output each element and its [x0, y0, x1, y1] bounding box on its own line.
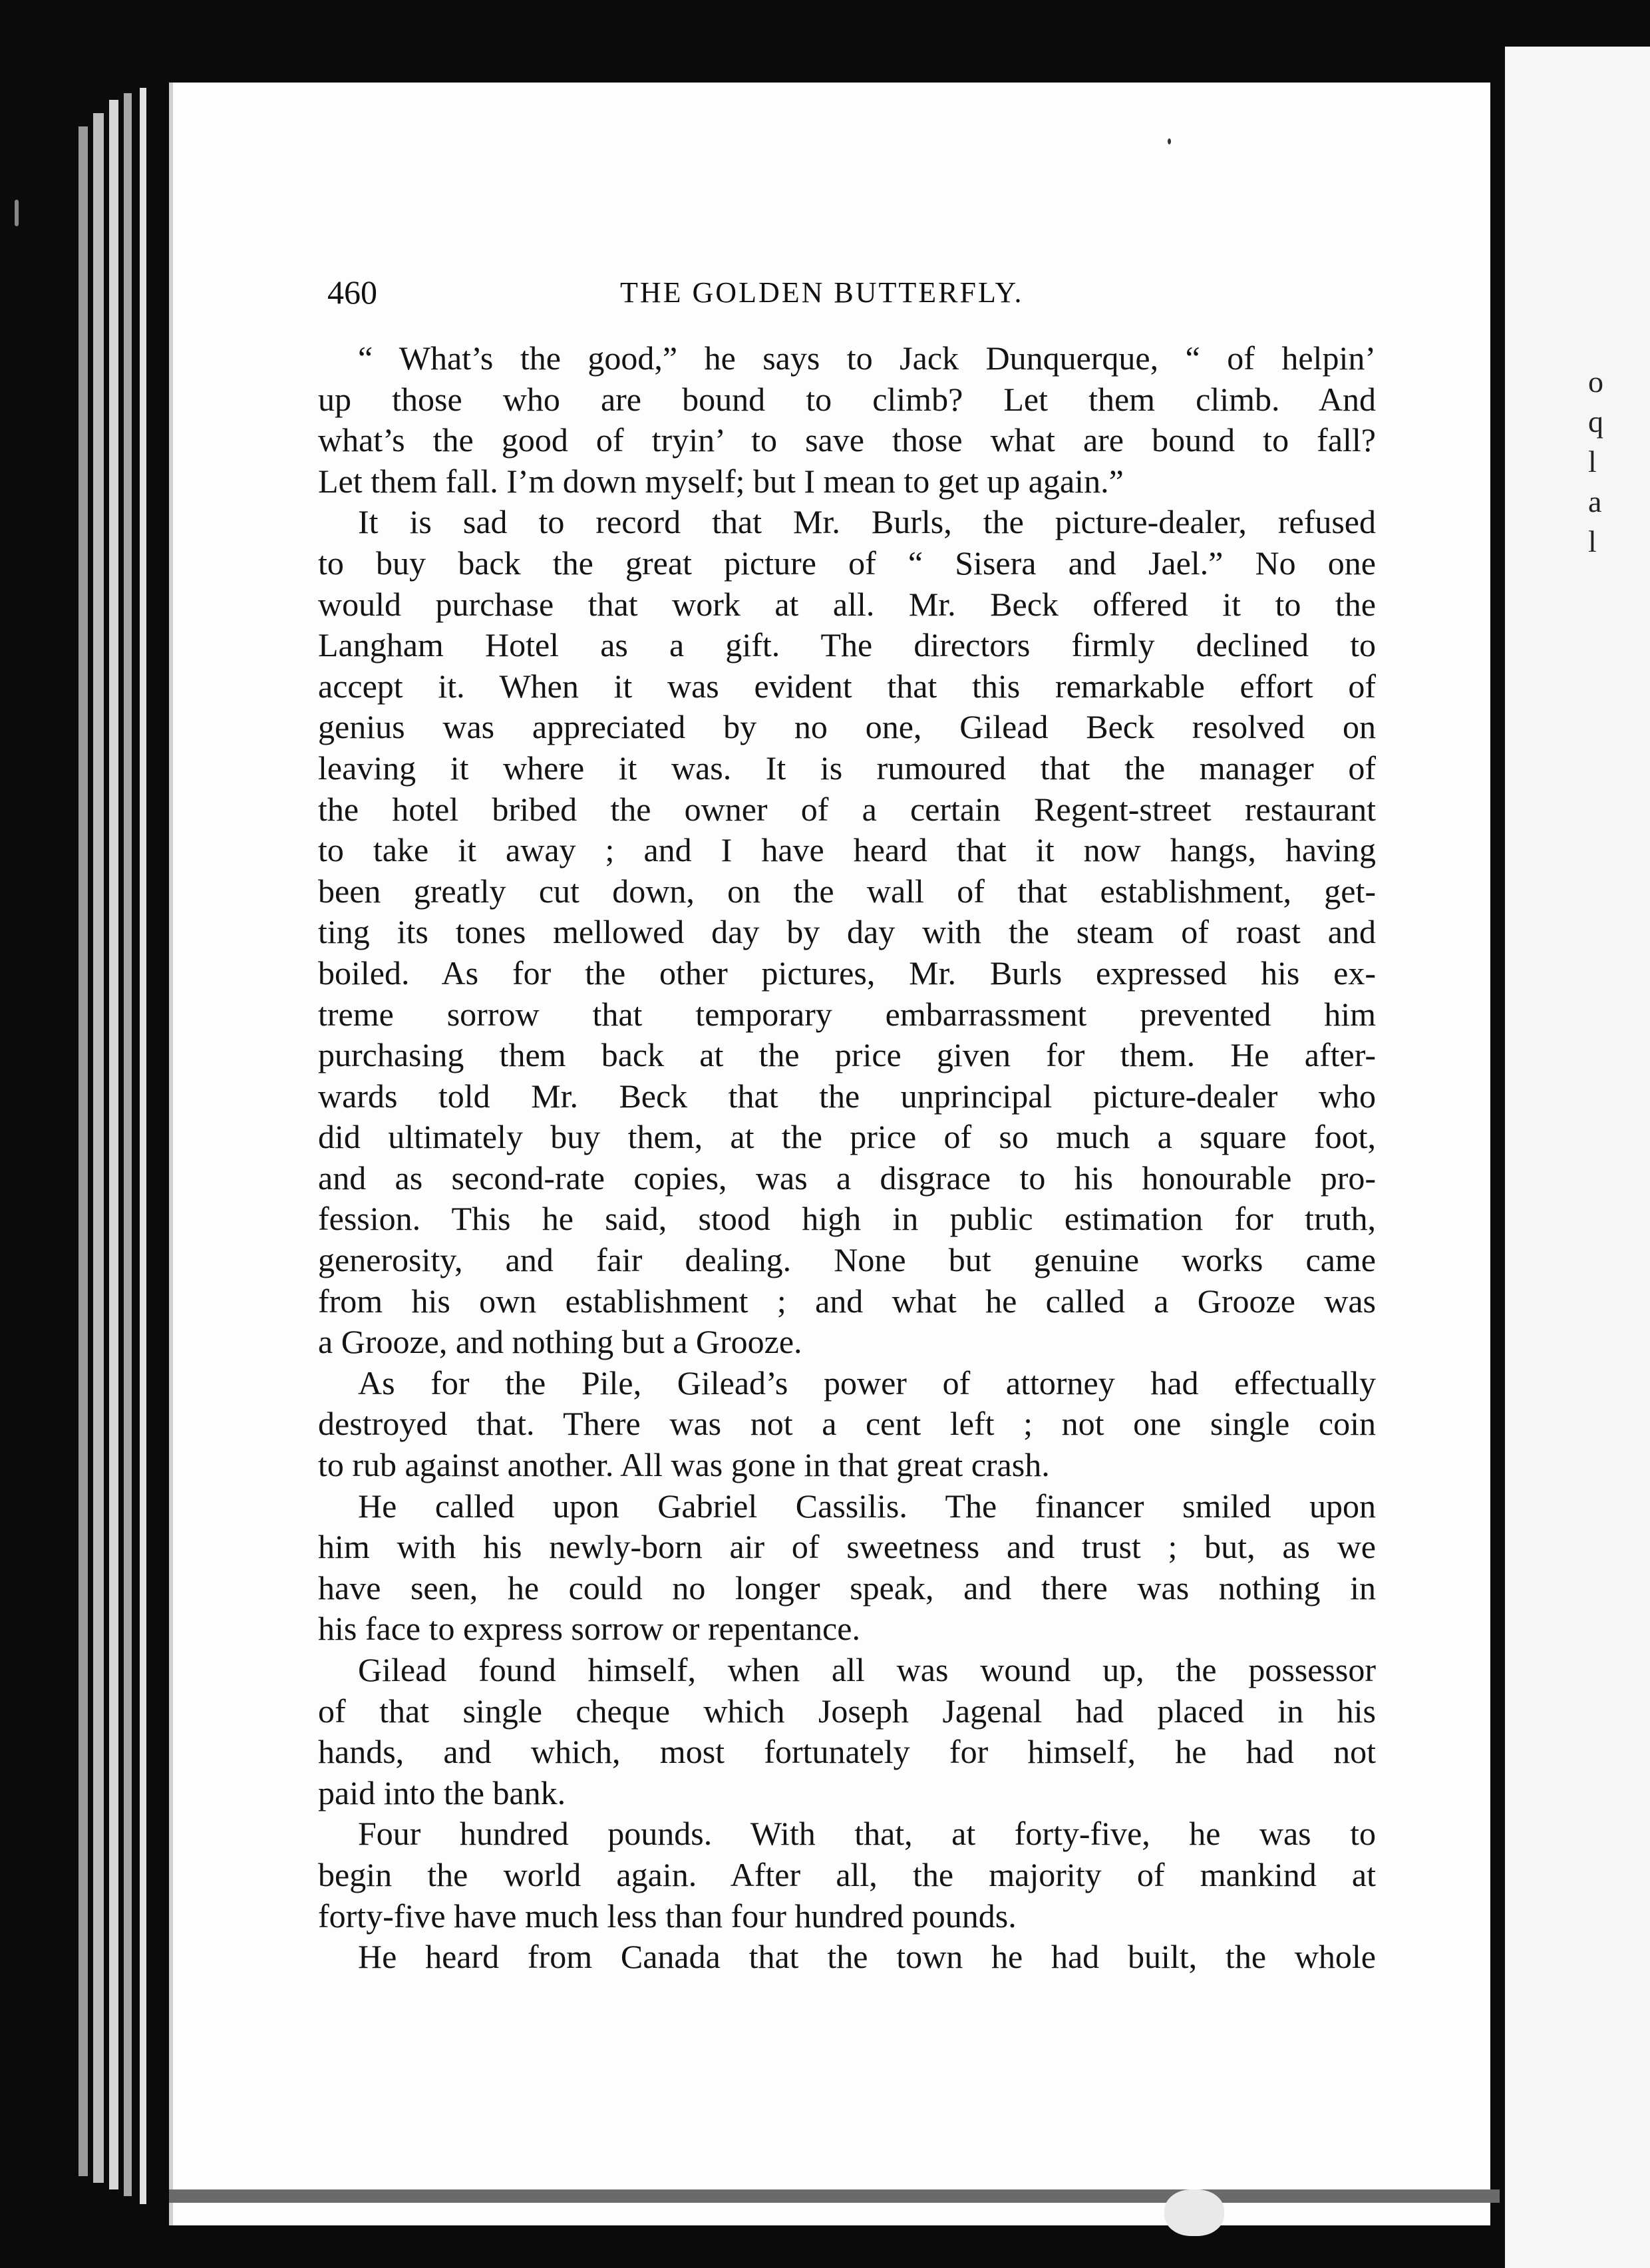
- paper-speck: [15, 200, 19, 226]
- page-edge: [93, 113, 104, 2183]
- text-line: generosity, and fair dealing. None but genuine works came: [318, 1241, 1376, 1279]
- facing-page-fragment: a: [1588, 484, 1602, 518]
- text-line: genius was appreciated by no one, Gilead Beck resolved on: [318, 708, 1376, 746]
- page-number: 460: [327, 274, 377, 311]
- text-line: fession. This he said, stood high in public estimation for truth,: [318, 1200, 1376, 1238]
- text-line: accept it. When it was evident that this remarkable effort of: [318, 667, 1376, 705]
- text-line: begin the world again. After all, the majority of mankind at: [318, 1855, 1376, 1893]
- text-line: He heard from Canada that the town he had built, the whole: [358, 1938, 1376, 1976]
- text-line: to take it away ; and I have heard that it now hangs, having: [318, 831, 1376, 869]
- text-line: from his own establishment ; and what he called a Grooze was: [318, 1282, 1376, 1320]
- page-edge: [109, 100, 118, 2189]
- text-line: destroyed that. There was not a cent left ; not one single coin: [318, 1405, 1376, 1443]
- text-line: forty-five have much less than four hundred pounds.: [318, 1897, 1017, 1935]
- text-line: him with his newly-born air of sweetness and trust ; but, as we: [318, 1528, 1376, 1566]
- text-line: did ultimately buy them, at the price of so much a square foot,: [318, 1118, 1376, 1156]
- text-line: leaving it where it was. It is rumoured that the manager of: [318, 749, 1376, 787]
- text-line: would purchase that work at all. Mr. Beck offered it to the: [318, 585, 1376, 623]
- facing-page-fragment: l: [1588, 445, 1597, 478]
- running-title: THE GOLDEN BUTTERFLY.: [620, 276, 1024, 309]
- text-line: of that single cheque which Joseph Jagenal had placed in his: [318, 1692, 1376, 1730]
- text-line: and as second-rate copies, was a disgrace to his honourable pro-: [318, 1159, 1376, 1197]
- page-edge: [124, 93, 132, 2196]
- text-line: As for the Pile, Gilead’s power of attorney had effectually: [358, 1364, 1376, 1402]
- text-line: the hotel bribed the owner of a certain Regent-street restaurant: [318, 790, 1376, 828]
- text-line: Langham Hotel as a gift. The directors firmly declined to: [318, 626, 1376, 664]
- page-edge: [140, 88, 146, 2204]
- page-edge: [79, 126, 88, 2176]
- paper-speck: [1168, 138, 1171, 144]
- text-line: have seen, he could no longer speak, and there was nothing in: [318, 1569, 1376, 1606]
- text-line: Four hundred pounds. With that, at forty-five, he was to: [358, 1815, 1376, 1853]
- text-line: been greatly cut down, on the wall of that establishment, get-: [318, 872, 1376, 910]
- text-line: paid into the bank.: [318, 1774, 566, 1811]
- text-line: boiled. As for the other pictures, Mr. Burls expressed his ex-: [318, 954, 1376, 992]
- text-line: “ What’s the good,” he says to Jack Dunquerque, “ of helpin’: [358, 339, 1376, 377]
- facing-page-fragment: l: [1588, 524, 1597, 558]
- text-line: purchasing them back at the price given for them. He after-: [318, 1036, 1376, 1074]
- text-line: ting its tones mellowed day by day with the steam of roast and: [318, 913, 1376, 951]
- text-line: treme sorrow that temporary embarrassment prevented him: [318, 995, 1376, 1033]
- text-line: Let them fall. I’m down myself; but I mean to get up again.”: [318, 462, 1124, 500]
- text-line: to rub against another. All was gone in that great crash.: [318, 1446, 1050, 1484]
- facing-page-fragment: o: [1588, 365, 1603, 399]
- text-line: to buy back the great picture of “ Sisera and Jael.” No one: [318, 544, 1376, 582]
- page-bottom-edge: [169, 2189, 1500, 2203]
- library-stamp: [1164, 2189, 1224, 2236]
- text-line: He called upon Gabriel Cassilis. The financer smiled upon: [358, 1487, 1376, 1525]
- facing-page: [1505, 47, 1650, 2268]
- text-line: It is sad to record that Mr. Burls, the picture-dealer, refused: [358, 503, 1376, 541]
- text-line: what’s the good of tryin’ to save those what are bound to fall?: [318, 421, 1376, 459]
- text-line: wards told Mr. Beck that the unprincipal picture-dealer who: [318, 1077, 1376, 1115]
- text-line: up those who are bound to climb? Let them climb. And: [318, 380, 1376, 418]
- facing-page-fragment: q: [1588, 405, 1603, 439]
- text-line: his face to express sorrow or repentance.: [318, 1610, 860, 1648]
- body-text: [318, 338, 1376, 1978]
- text-line: Gilead found himself, when all was wound up, the possessor: [358, 1651, 1376, 1688]
- text-line: a Grooze, and nothing but a Grooze.: [318, 1323, 802, 1361]
- running-head: [327, 273, 1372, 313]
- text-line: hands, and which, most fortunately for himself, he had not: [318, 1733, 1376, 1771]
